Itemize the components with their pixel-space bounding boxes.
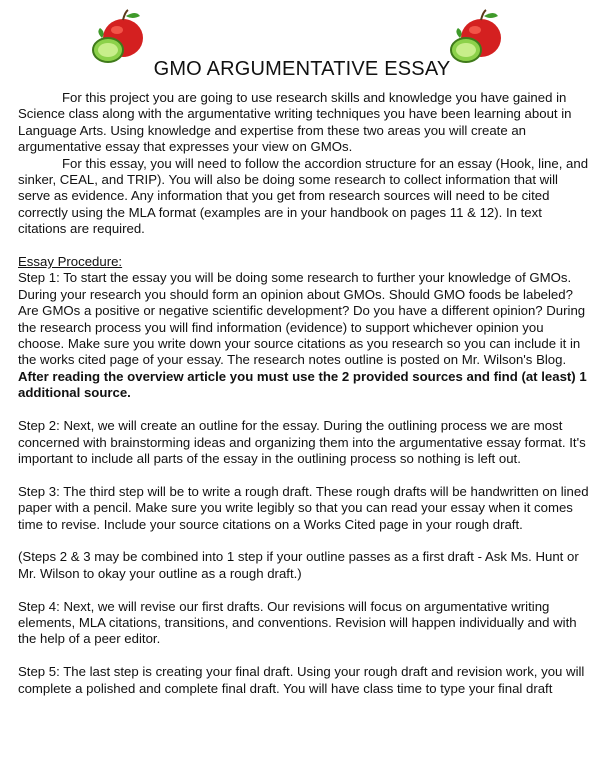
step-5-paragraph: Step 5: The last step is creating your final draft. Using your rough draft and revision work, you will complete a polished and complete final draft. You will have class time to type your final draft	[18, 664, 585, 696]
note-paragraph: (Steps 2 & 3 may be combined into 1 step if your outline passes as a first draft - Ask Ms. Hunt or Mr. Wilson to okay your outline as a rough draft.)	[18, 549, 579, 581]
step-4-paragraph: Step 4: Next, we will revise our first drafts. Our revisions will focus on argumentative writing elements, MLA citations, transitions, and conventions. Revision will happen individually and with the help of a peer editor.	[18, 598, 577, 647]
step-1-text: Step 1: To start the essay you will be doing some research to further your knowledge of GMOs. During your research you should form an opinion about GMOs. Should GMO foods be labeled? Are GMOs a positive or negative scientific development? Do you have a different opinion? During the research process you will find information (evidence) to support whichever opinion you choose. Make sure you write down your source citations as you research so you can include it in the works cited page of your essay. The research notes outline is posted on Mr. Wilson's Blog.	[18, 270, 586, 368]
document-title: GMO ARGUMENTATIVE ESSAY	[153, 58, 451, 80]
step-1-requirement: After reading the overview article you must use the 2 provided sources and find (at least) 1 additional source.	[18, 368, 587, 401]
intro-paragraph: For this essay, you will need to follow the accordion structure for an essay (Hook, line, and sinker, CEAL, and TRIP). You will also be doing some research to collect information that will serve as evidence. Any information that you get from research sources will need to be cited correctly using the MLA format (examples are in your handbook on pages 11 & 12). In text citations are required.	[18, 155, 589, 237]
step-3-paragraph: Step 3: The third step will be to write a rough draft. These rough drafts will be handwritten on lined paper with a pencil. Make sure you write legibly so that you can read your essay when it comes time to revise. Include your source citations on a Works Cited page in your rough draft.	[18, 483, 589, 532]
document-body	[18, 90, 592, 697]
intro-paragraph: For this project you are going to use research skills and knowledge you have gained in Science class along with the argumentative writing techniques you have been learning about in Language Arts. Using knowledge and expertise from these two areas you will create an argumentative essay that expresses your view on GMOs.	[18, 90, 572, 155]
procedure-heading: Essay Procedure:	[18, 254, 123, 270]
step-2-paragraph: Step 2: Next, we will create an outline for the essay. During the outlining process we are most concerned with brainstorming ideas and organizing them into the argumentative essay format. It's important to include all parts of the essay in the outlining process so nothing is left out.	[18, 418, 586, 466]
step-1-paragraph	[18, 270, 592, 401]
